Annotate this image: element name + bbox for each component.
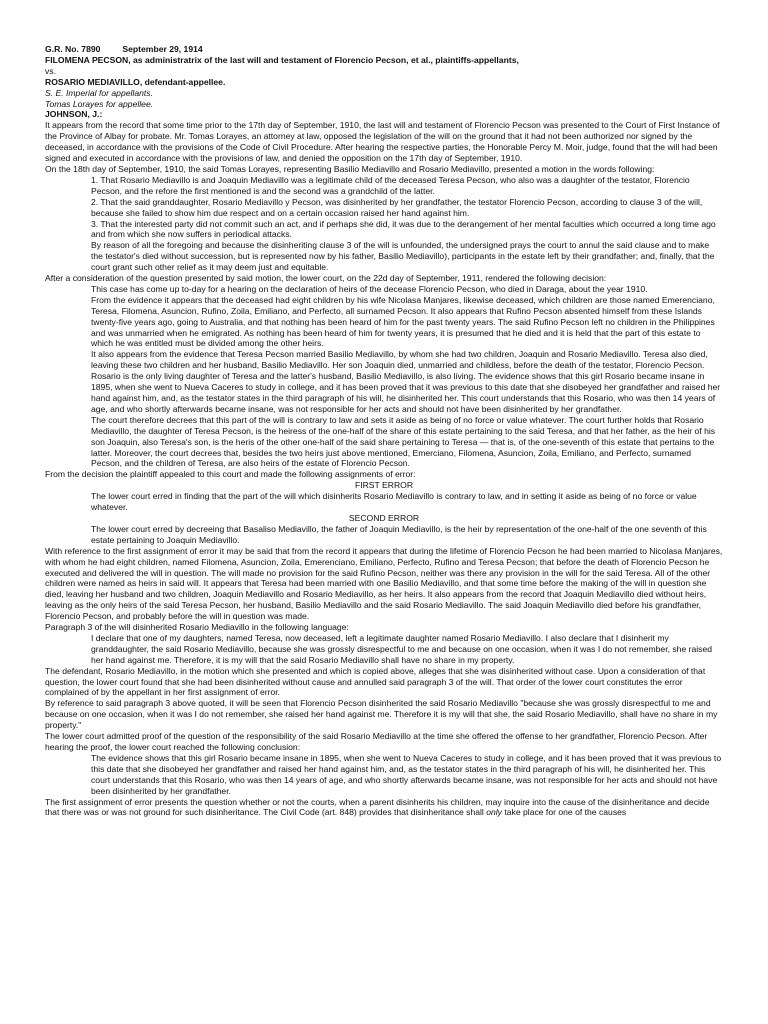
- paragraph: Paragraph 3 of the will disinherited Rosario Mediavillo in the following language:: [45, 622, 349, 633]
- error-heading: FIRST ERROR: [354, 480, 414, 491]
- case-heading: [45, 44, 723, 55]
- paragraph: From the decision the plaintiff appealed to this court and made the following assignments of error:: [45, 469, 416, 480]
- paragraph: The defendant, Rosario Mediavillo, in the motion which she presented and which is copied above, alleges that she was disinherited without case. Upon a consideration of that question, the lower court found that she had been disinherited without cause and annulled said paragraph 3 of the will. That order of the lower court constitutes the error complained of by the appellant in her first assignment of error.: [45, 665, 706, 698]
- paragraph: [45, 797, 723, 819]
- decision-quote: This case has come up to-day for a hearing on the declaration of heirs of the decease Florencio Pecson, who died in Daraga, about the year 1910.: [91, 283, 648, 294]
- defendant-line: ROSARIO MEDIAVILLO, defendant-appellee.: [45, 76, 226, 87]
- judge-name: JOHNSON, J.:: [45, 109, 103, 120]
- motion-clause: 3. That the interested party did not commit such an act, and if perhaps she did, it was due to the derangement of her mental faculties which occurred a long time ago and from which she now suffers in periodical attacks.: [91, 218, 716, 240]
- motion-clause: By reason of all the foregoing and because the disinheriting clause 3 of the will is unfounded, the undersigned prays the court to annul the said clause and to make the testator's died without succession, but is represented now by his father, Basilio Mediavillo), participants in the estate left by their grandfather; and, finally, that the court grant such other relief as it may deem just and equitable.: [91, 240, 715, 273]
- conclusion-quote: The evidence shows that this girl Rosario became insane in 1895, when she went to Nueva Caceres to study in college, and it has been proved that it was previous to this date that she disobeyed her grandfather and raised her hand against him, and, as the testator states in the third paragraph of his will, he disinherited her. This court understands that this Rosario, who was then 14 years of age, and who shortly afterwards became insane, was not responsible for her acts and should not have been disinherited by her grandfather.: [91, 752, 722, 796]
- counsel-appellee: Tomas Lorayes for appellee.: [45, 98, 154, 109]
- emphasis-text: only: [486, 807, 502, 818]
- will-quote: I declare that one of my daughters, named Teresa, now deceased, left a legitimate daughter named Rosario Mediavillo. I also declare that I disinherit my granddaughter, the said Rosario Mediavillo, because she was grossly disrespectful to me and because on one occasion, when it was I do not remember, she raised her hand against me. Therefore, it is my will that the said Rosario Mediavillo shall have no share in my property.: [91, 632, 713, 665]
- document-page: [45, 44, 723, 818]
- error-text: The lower court erred by decreeing that Basaliso Mediavillo, the father of Joaquin Mediavillo, is the heir by representation of the one-half of the one seventh of this estate pertaining to Joaquin Mediavillo.: [91, 523, 707, 545]
- paragraph: After a consideration of the question presented by said motion, the lower court, on the 22d day of September, 1911, rendered the following decision:: [45, 273, 607, 284]
- decision-quote: The court therefore decrees that this part of the will is contrary to law and sets it aside as being of no force or value whatever. The court further holds that Rosario Mediavillo, the daughter of Teresa Pecson, is the heiress of the one-half of the share of this estate pertaining to the said Teresa, and that her father, as the heir of his son Joaquin, also Teresa's son, is the heris of the other one-half of the said share pertaining to Teresa — that is, of the one-seventh of this estate that pertains to the latter. Moreover, the court decrees that, besides the two heirs just above mentioned, Emerciano, Filomena, Asuncion, Zoila, Emiliano, and Perfecto, surnamed Pecson, and the children of Teresa, are also heirs of the estate of Florencio Pecson.: [91, 414, 716, 469]
- paragraph: On the 18th day of September, 1910, the said Tomas Lorayes, representing Basilio Mediavillo and Rosario Mediavillo, presented a motion in the words following:: [45, 163, 655, 174]
- counsel-appellants: S. E. Imperial for appellants.: [45, 87, 153, 98]
- error-heading: SECOND ERROR: [348, 512, 420, 523]
- paragraph: It appears from the record that some time prior to the 17th day of September, 1910, the last will and testament of Florencio Pecson was presented to the Court of First Instance of the Province of Albay for probate. Mr. Tomas Lorayes, an attorney at law, opposed the legislation of the will on the ground that it had not been authorized nor signed by the deceased, in accordance with the provisions of the Code of Civil Procedure. After hearing the respective parties, the Honorable Percy M. Moir, judge, found that the will had been signed and executed in accordance with the provisions of law, and denied the opposition on the 17th day of September, 1910.: [45, 120, 720, 164]
- paragraph-text: take place for one of the causes: [501, 807, 627, 818]
- paragraph: By reference to said paragraph 3 above quoted, it will be seen that Florencio Pecson disinherited the said Rosario Mediavillo "because she was grossly disrespectful to me and because on one occasion, when it was I do not remember, she raised her hand against me. Therefore it is my will that she, the said Rosario Mediavillo, shall have no share in my property.": [45, 698, 718, 731]
- versus-line: vs.: [45, 65, 56, 76]
- paragraph-text: The first assignment of error presents the question whether or not the courts, when a parent disinherits his children, may inquire into the cause of the disinheritance and decide that there was or was not ground for such disinheritance. The Civil Code (art. 848) provides that disinheritance shall: [45, 796, 710, 818]
- error-text: The lower court erred in finding that the part of the will which disinherits Rosario Mediavillo is contrary to law, and in setting it aside as being of no force or value whatever.: [91, 491, 697, 513]
- motion-clause: 1. That Rosario Mediavillo is and Joaquin Mediavillo was a legitimate child of the deceased Teresa Pecson, who also was a daughter of the testator, Florencio Pecson, and the refore the first mentioned is and the second was a grandchild of the latter.: [91, 174, 690, 196]
- decision-quote: From the evidence it appears that the deceased had eight children by his wife Nicolasa Manjares, likewise deceased, which children are those named Emerenciano, Teresa, Filomena, Asuncion, Rufino, Zoila, Emiliano, and Perfecto, all surnamed Pecson. It also appears that Rufino Pecson absented himself from these Islands twenty-five years ago, going to Australia, and that nothing has been heard of him for the past twenty years. The said Rufino Pecson left no children in the Philippines and was unmarried when he emigrated. As nothing has been heard of him for twenty years, it is presumed that he died and it is held that the part of this estate to which he was entitled must be divided among the other heirs.: [91, 294, 715, 349]
- motion-clause: 2. That the said granddaughter, Rosario Mediavillo y Pecson, was disinherited by her grandfather, the testator Florencio Pecson, according to clause 3 of the will, because she failed to show him due respect and on a certain occasion raised her hand against him.: [91, 196, 703, 218]
- plaintiff-line: FILOMENA PECSON, as administratrix of the last will and testament of Florencio Pecson, et al., plaintiffs-appellants,: [45, 54, 519, 65]
- paragraph: With reference to the first assignment of error it may be said that from the record it appears that during the lifetime of Florencio Pecson he had been married to Nicolasa Manjares, with whom he had eight children, named Filomena, Asuncion, Zoila, Emerenciano, Emiliano, Perfecto, Rufino and Teresa Pecson; that before the death of Florencio Pecson he executed and delivered the will in question. The will made no provision for the said Rufino Pecson, neither was there any provision in the will for the said Teresa. All of the other children were named as heirs in said will. It appears that Teresa had been married with one Basilio Mediavillo, and that some time before the making of the will in question she died, leaving her husband and two children, Joaquin Mediavillo and Rosario Mediavillo, as her heirs. It also appears from the record that Joaquin Mediavillo died without heirs, leaving as the only heirs of the said Teresa Pecson, her husband, Basilio Mediavillo and the said Rosario Mediavillo. The said Joaquin Mediavillo died before his grandfather, Florencio Pecson, and probably before the will in question was made.: [45, 545, 723, 622]
- paragraph: The lower court admitted proof of the question of the responsibility of the said Rosario Mediavillo at the time she offered the offense to her grandfather, Florencio Pecson. After hearing the proof, the lower court reached the following conclusion:: [45, 731, 708, 752]
- decision-quote: It also appears from the evidence that Teresa Pecson married Basilio Mediavillo, by whom she had two children, Joaquin and Rosario Mediavillo. Teresa also died, leaving these two children and her husband, Basilio Mediavillo. Her son Joaquin died, unmarried and childless, before the death of the testator, Florencio Pecson. Rosario is the only living daughter of Teresa and the latter's husband, Basilio Mediavillo, is also living. The evidence shows that this girl Rosario became insane in 1895, when she went to Nueva Caceres to study in college, and it has been proved that it was previous to this date that she disobeyed her grandfather and raised her hand against him, and, as the testator states in the third paragraph of his will, he disinherited her. This court understands that this Rosario, who was then 14 years of age, and who shortly afterwards became insane, was not responsible for her acts and should not have been disinherited by her grandfather.: [91, 349, 721, 414]
- case-date: September 29, 1914: [122, 44, 203, 54]
- case-number: G.R. No. 7890: [45, 44, 101, 54]
